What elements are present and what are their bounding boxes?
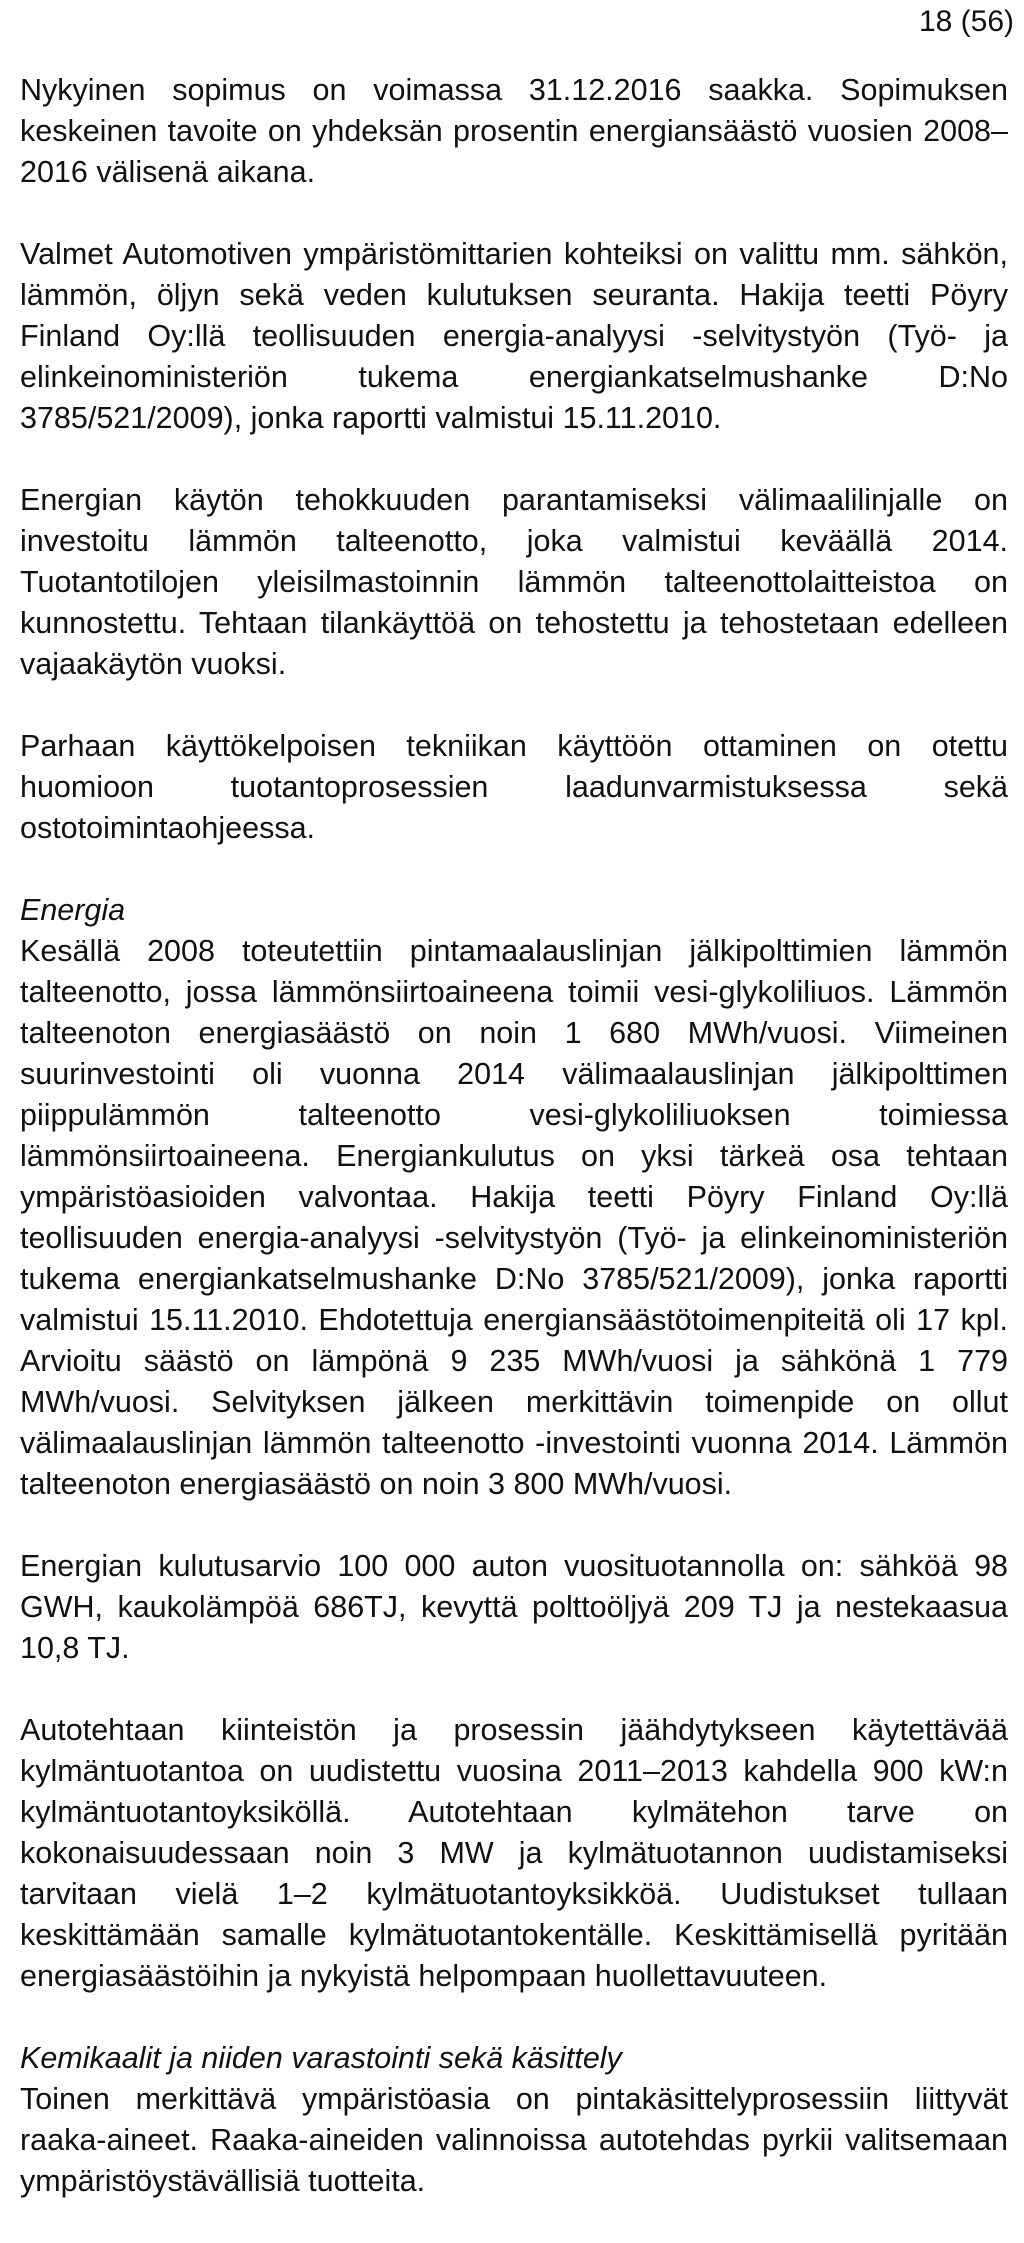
document-body xyxy=(20,70,1008,2243)
paragraph-cooling xyxy=(20,1710,1008,1997)
paragraph-best-available-technique xyxy=(20,726,1008,849)
paragraph-text: Parhaan käyttökelpoisen tekniikan käyttöön ottaminen on otettu huomioon tuotantoprosessien laadunvarmistuksessa sekä ostotoimintaohjeessa. xyxy=(20,729,1008,845)
paragraph-text: Valmet Automotiven ympäristömittarien kohteiksi on valittu mm. sähkön, lämmön, öljyn sekä veden kulutuksen seuranta. Hakija teetti Pöyry Finland Oy:llä teollisuuden energia-analyysi -selvitystyön (Työ- ja elinkeinoministeriön tukema energiankatselmushanke D:No 3785/521/2009), jonka raportti valmistui 15.11.2010. xyxy=(20,237,1008,435)
paragraph-text: Nykyinen sopimus on voimassa 31.12.2016 saakka. Sopimuksen keskeinen tavoite on yhdeksän prosentin energiansäästö vuosien 2008–2016 välisenä aikana. xyxy=(20,73,1008,189)
paragraph-text: Autotehtaan kiinteistön ja prosessin jäähdytykseen käytettävää kylmäntuotantoa on uudistettu vuosina 2011–2013 kahdella 900 kW:n kylmäntuotantoyksiköllä. Autotehtaan kylmätehon tarve on kokonaisuudessaan noin 3 MW ja kylmätuotannon uudistamiseksi tarvitaan vielä 1–2 kylmätuotantoyksikköä. Uudistukset tullaan keskittämään samalle kylmätuotantokentälle. Keskittämisellä pyritään energiasäästöihin ja nykyistä helpompaan huollettavuuteen. xyxy=(20,1713,1008,1993)
paragraph-environmental-metrics xyxy=(20,234,1008,439)
paragraph-energy-efficiency xyxy=(20,480,1008,685)
paragraph-text: Energian käytön tehokkuuden parantamiseksi välimaalilinjalle on investoitu lämmön talteenotto, joka valmistui keväällä 2014. Tuotantotilojen yleisilmastoinnin lämmön talteenottolaitteistoa on kunnostettu. Tehtaan tilankäyttöä on tehostettu ja tehostetaan edelleen vajaakäytön vuoksi. xyxy=(20,483,1008,681)
section-heading-energia: Energia xyxy=(20,893,126,927)
section-chemicals xyxy=(20,2038,1008,2202)
paragraph-energy-estimate xyxy=(20,1546,1008,1669)
section-energia xyxy=(20,890,1008,1505)
section-text-chemicals: Toinen merkittävä ympäristöasia on pintakäsittelyprosessiin liittyvät raaka-aineet. Raaka-aineiden valinnoissa autotehdas pyrkii valitsemaan ympäristöystävällisiä tuotteita. xyxy=(20,2082,1008,2198)
section-text-energia: Kesällä 2008 toteutettiin pintamaalauslinjan jälkipolttimien lämmön talteenotto, jossa lämmönsiirtoaineena toimii vesi-glykoliliuos. Lämmön talteenoton energiasäästö on noin 1 680 MWh/vuosi. Viimeinen suurinvestointi oli vuonna 2014 välimaalauslinjan jälkipolttimen piippulämmön talteenotto vesi-glykoliliuoksen toimiessa lämmönsiirtoaineena. Energiankulutus on yksi tärkeä osa tehtaan ympäristöasioiden valvontaa. Hakija teetti Pöyry Finland Oy:llä teollisuuden energia-analyysi -selvitystyön (Työ- ja elinkeinoministeriön tukema energiankatselmushanke D:No 3785/521/2009), jonka raportti valmistui 15.11.2010. Ehdotettuja energiansäästötoimenpiteitä oli 17 kpl. Arvioitu säästö on lämpönä 9 235 MWh/vuosi ja sähkönä 1 779 MWh/vuosi. Selvityksen jälkeen merkittävin toimenpide on ollut välimaalauslinjan lämmön talteenotto -investointi vuonna 2014. Lämmön talteenoton energiasäästö on noin 3 800 MWh/vuosi. xyxy=(20,934,1008,1501)
paragraph-text: Energian kulutusarvio 100 000 auton vuosituotannolla on: sähköä 98 GWH, kaukolämpöä 686TJ, kevyttä polttoöljyä 209 TJ ja nestekaasua 10,8 TJ. xyxy=(20,1549,1008,1665)
section-heading-chemicals: Kemikaalit ja niiden varastointi sekä käsittely xyxy=(20,2041,622,2075)
paragraph-agreement xyxy=(20,70,1008,193)
page-number: 18 (56) xyxy=(918,5,1014,38)
